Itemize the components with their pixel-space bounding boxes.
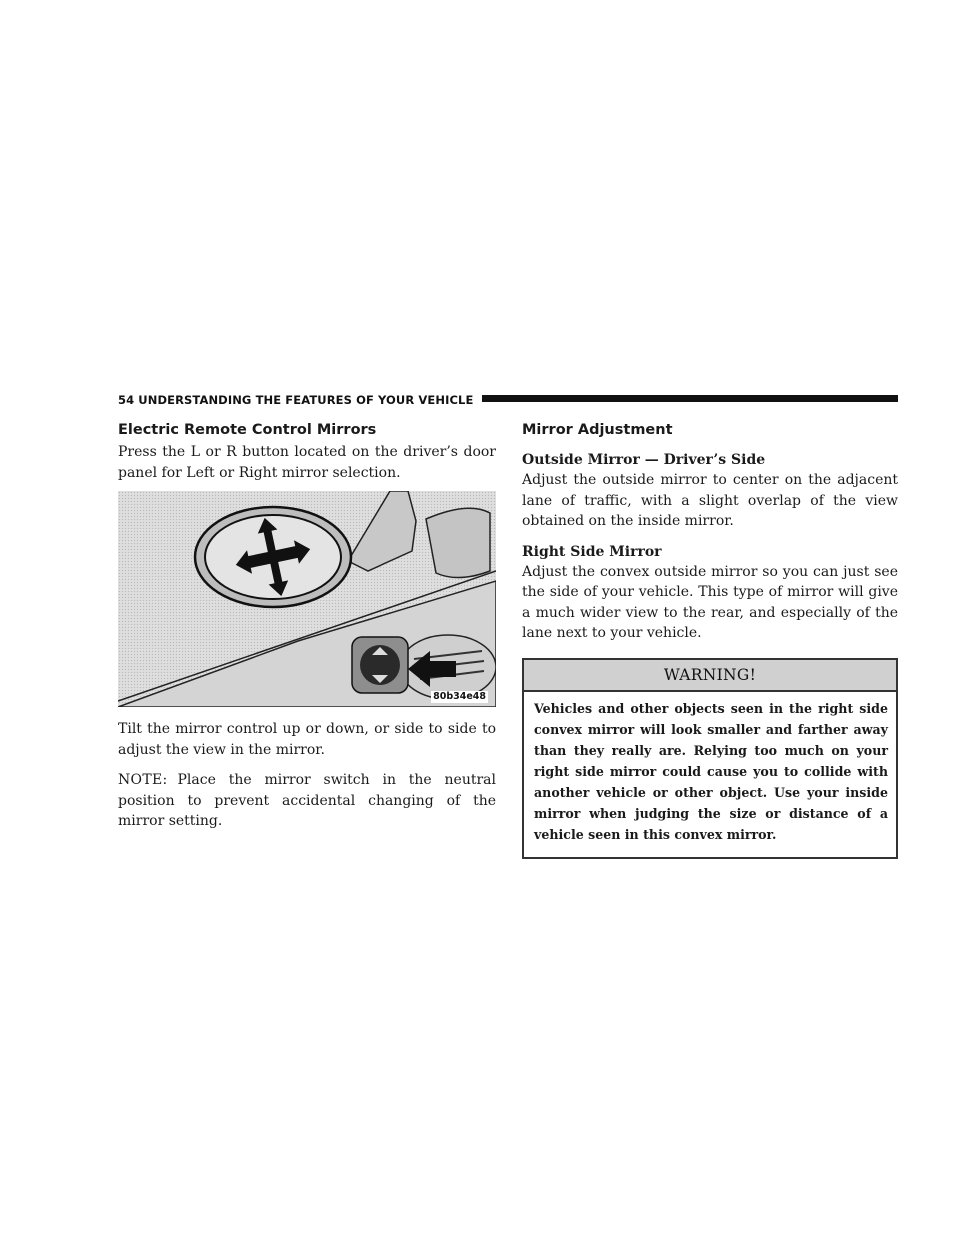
outside-mirror-paragraph: Adjust the outside mirror to center on the adjacent lane of traffic, with a slight overlap of the view obtained on the inside mirror.: [522, 472, 898, 529]
subheading-outside-mirror: Outside Mirror — Driver’s Side: [522, 452, 766, 468]
mirror-illustration-svg: [118, 491, 496, 707]
figure-code: 80b34e48: [433, 691, 486, 702]
page-header-title: 54 UNDERSTANDING THE FEATURES OF YOUR VEHICLE: [118, 393, 474, 407]
mirror-housing: [348, 491, 416, 571]
note-paragraph: [118, 770, 496, 832]
warning-title: WARNING!: [524, 660, 896, 692]
section-heading-mirror-adjustment: Mirror Adjustment: [522, 422, 673, 438]
warning-box: [522, 658, 898, 859]
note-label: NOTE:: [118, 772, 168, 788]
subheading-right-side-mirror: Right Side Mirror: [522, 543, 662, 560]
header-rule: [482, 395, 898, 402]
right-mirror-paragraph: Adjust the convex outside mirror so you can just see the side of your vehicle. This type of mirror will give a much wider view to the rear, and especially of the lane next to your vehicle.: [522, 563, 898, 641]
tilt-paragraph: Tilt the mirror control up or down, or side to side to adjust the view in the mirror.: [118, 721, 496, 758]
mirror-control-illustration: [118, 491, 496, 707]
right-column: [522, 420, 898, 859]
note-text: Place the mirror switch in the neutral position to prevent accidental changing of the mirror setting.: [118, 772, 496, 829]
left-column: [118, 420, 496, 832]
warning-text: Vehicles and other objects seen in the right side convex mirror will look smaller and farther away than they really are. Relying too much on your right side mirror could cause you to collide with another vehicle or other object. Use your inside mirror when judging the size or distance of a vehicle seen in this convex mirror.: [534, 700, 888, 842]
intro-paragraph: Press the L or R button located on the driver’s door panel for Left or Right mirror selection.: [118, 444, 496, 481]
speaker-grille: [426, 508, 490, 577]
page-header: [118, 392, 898, 408]
section-heading-electric-mirrors: Electric Remote Control Mirrors: [118, 422, 377, 438]
